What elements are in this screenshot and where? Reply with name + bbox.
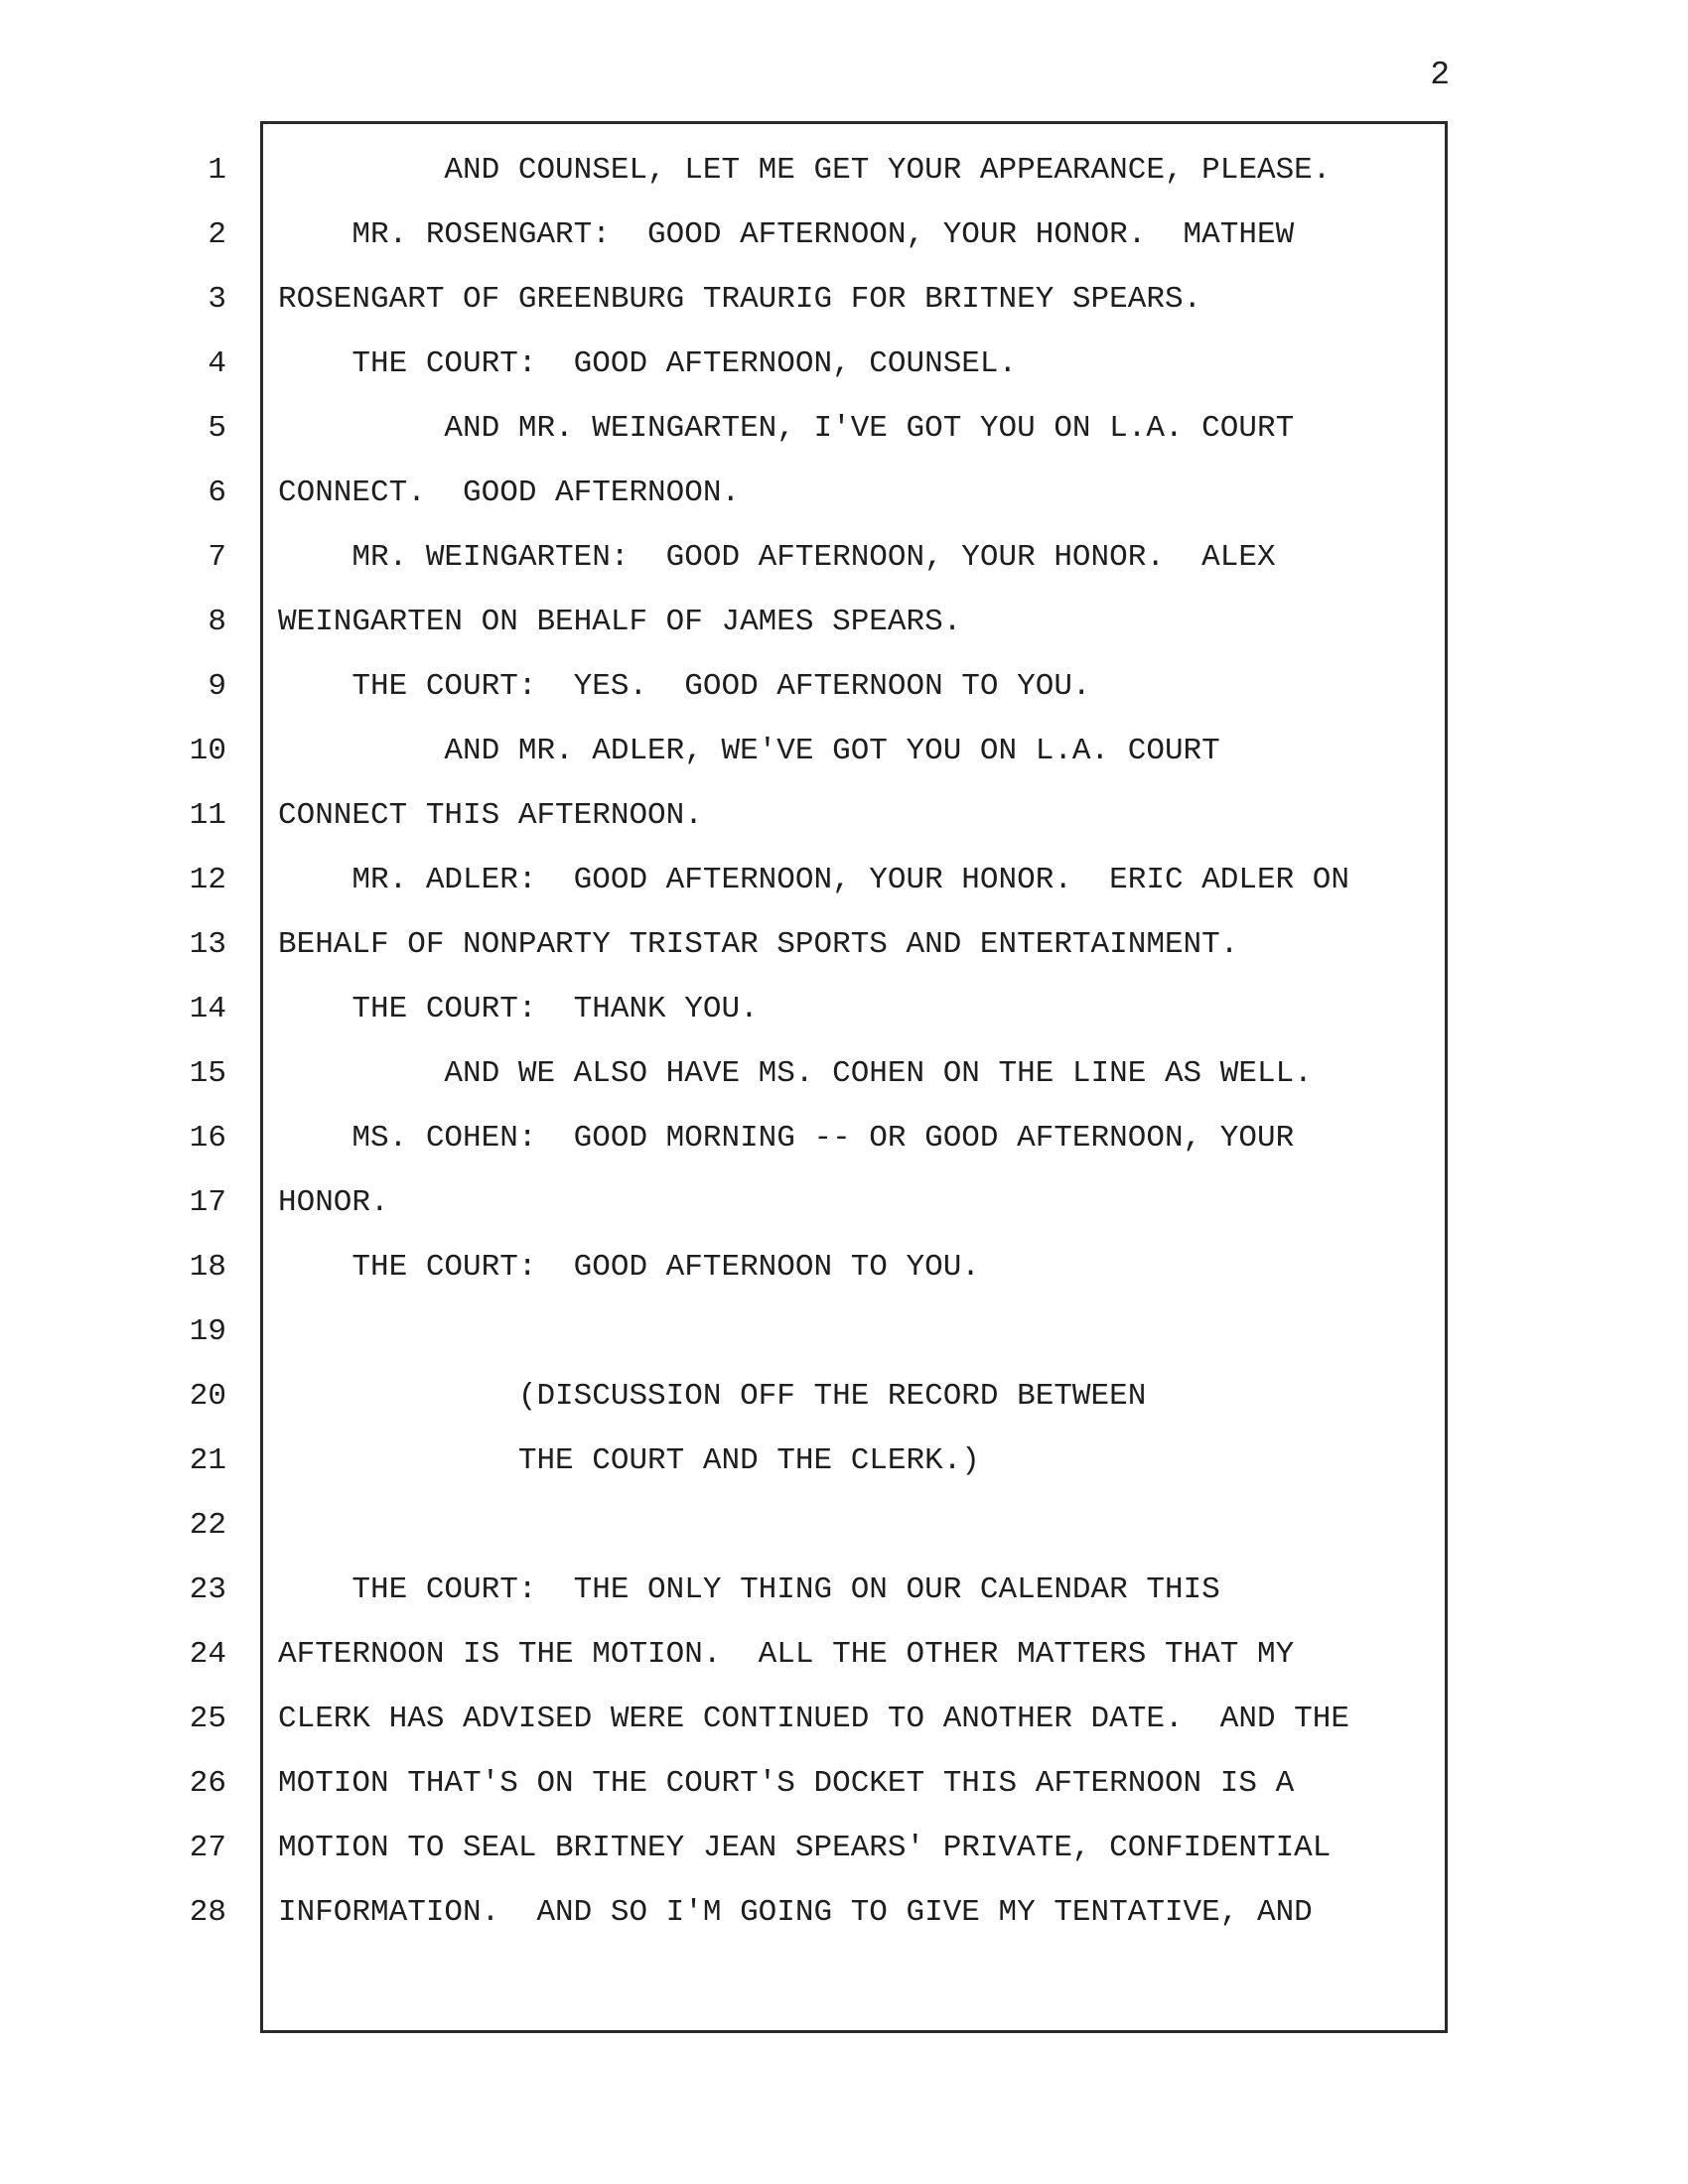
transcript-line — [278, 1504, 1440, 1569]
transcript-line: CLERK HAS ADVISED WERE CONTINUED TO ANOTHER DATE. AND THE — [278, 1702, 1349, 1736]
transcript-line: AND COUNSEL, LET ME GET YOUR APPEARANCE, PLEASE. — [278, 153, 1332, 188]
transcript-line: AFTERNOON IS THE MOTION. ALL THE OTHER MATTERS THAT MY — [278, 1637, 1295, 1672]
line-number: 19 — [189, 1314, 226, 1349]
transcript-body — [278, 149, 1440, 1956]
transcript-line: THE COURT: YES. GOOD AFTERNOON TO YOU. — [278, 669, 1091, 704]
line-number: 25 — [189, 1702, 226, 1736]
line-number: 5 — [208, 411, 226, 446]
line-number: 11 — [189, 798, 226, 833]
line-number: 18 — [189, 1250, 226, 1285]
transcript-line: CONNECT THIS AFTERNOON. — [278, 798, 703, 833]
transcript-line: AND WE ALSO HAVE MS. COHEN ON THE LINE AS WELL. — [278, 1056, 1313, 1091]
transcript-line: MR. ADLER: GOOD AFTERNOON, YOUR HONOR. ERIC ADLER ON — [278, 863, 1349, 897]
transcript-line: MOTION TO SEAL BRITNEY JEAN SPEARS' PRIVATE, CONFIDENTIAL — [278, 1831, 1332, 1865]
transcript-line: MR. WEINGARTEN: GOOD AFTERNOON, YOUR HONOR. ALEX — [278, 540, 1276, 575]
transcript-line: MS. COHEN: GOOD MORNING -- OR GOOD AFTERNOON, YOUR — [278, 1121, 1295, 1156]
line-number: 27 — [189, 1831, 226, 1865]
line-number: 14 — [189, 992, 226, 1026]
transcript-line: THE COURT: GOOD AFTERNOON, COUNSEL. — [278, 346, 1018, 381]
line-number: 7 — [208, 540, 226, 575]
transcript-line: AND MR. WEINGARTEN, I'VE GOT YOU ON L.A. COURT — [278, 411, 1295, 446]
transcript-line — [278, 1310, 1440, 1375]
transcript-line: ROSENGART OF GREENBURG TRAURIG FOR BRITNEY SPEARS. — [278, 282, 1202, 317]
line-number: 9 — [208, 669, 226, 704]
transcript-line: WEINGARTEN ON BEHALF OF JAMES SPEARS. — [278, 605, 962, 639]
line-number: 21 — [189, 1443, 226, 1478]
line-number: 24 — [189, 1637, 226, 1672]
line-number: 26 — [189, 1766, 226, 1801]
transcript-line: MOTION THAT'S ON THE COURT'S DOCKET THIS AFTERNOON IS A — [278, 1766, 1295, 1801]
line-number: 2 — [208, 217, 226, 252]
transcript-line: MR. ROSENGART: GOOD AFTERNOON, YOUR HONOR. MATHEW — [278, 217, 1295, 252]
line-number: 4 — [208, 346, 226, 381]
line-number: 10 — [189, 734, 226, 768]
transcript-line: AND MR. ADLER, WE'VE GOT YOU ON L.A. COURT — [278, 734, 1220, 768]
transcript-line: THE COURT: THANK YOU. — [278, 992, 759, 1026]
line-number: 3 — [208, 282, 226, 317]
line-number: 16 — [189, 1121, 226, 1156]
line-number: 13 — [189, 927, 226, 962]
transcript-line: CONNECT. GOOD AFTERNOON. — [278, 476, 741, 510]
transcript-line: THE COURT AND THE CLERK.) — [278, 1443, 980, 1478]
line-number: 12 — [189, 863, 226, 897]
transcript-line: THE COURT: GOOD AFTERNOON TO YOU. — [278, 1250, 980, 1285]
line-number: 23 — [189, 1572, 226, 1607]
transcript-line: (DISCUSSION OFF THE RECORD BETWEEN — [278, 1379, 1147, 1414]
line-number: 22 — [189, 1508, 226, 1543]
line-number: 8 — [208, 605, 226, 639]
line-number: 6 — [208, 476, 226, 510]
transcript-line: THE COURT: THE ONLY THING ON OUR CALENDAR THIS — [278, 1572, 1220, 1607]
line-number: 1 — [208, 153, 226, 188]
line-number-column — [149, 149, 226, 1956]
line-number: 17 — [189, 1185, 226, 1220]
line-number: 20 — [189, 1379, 226, 1414]
transcript-line: INFORMATION. AND SO I'M GOING TO GIVE MY TENTATIVE, AND — [278, 1895, 1313, 1930]
transcript-line: BEHALF OF NONPARTY TRISTAR SPORTS AND ENTERTAINMENT. — [278, 927, 1239, 962]
line-number: 15 — [189, 1056, 226, 1091]
line-number: 28 — [189, 1895, 226, 1930]
transcript-line: HONOR. — [278, 1185, 389, 1220]
page-number: 2 — [1430, 57, 1450, 93]
